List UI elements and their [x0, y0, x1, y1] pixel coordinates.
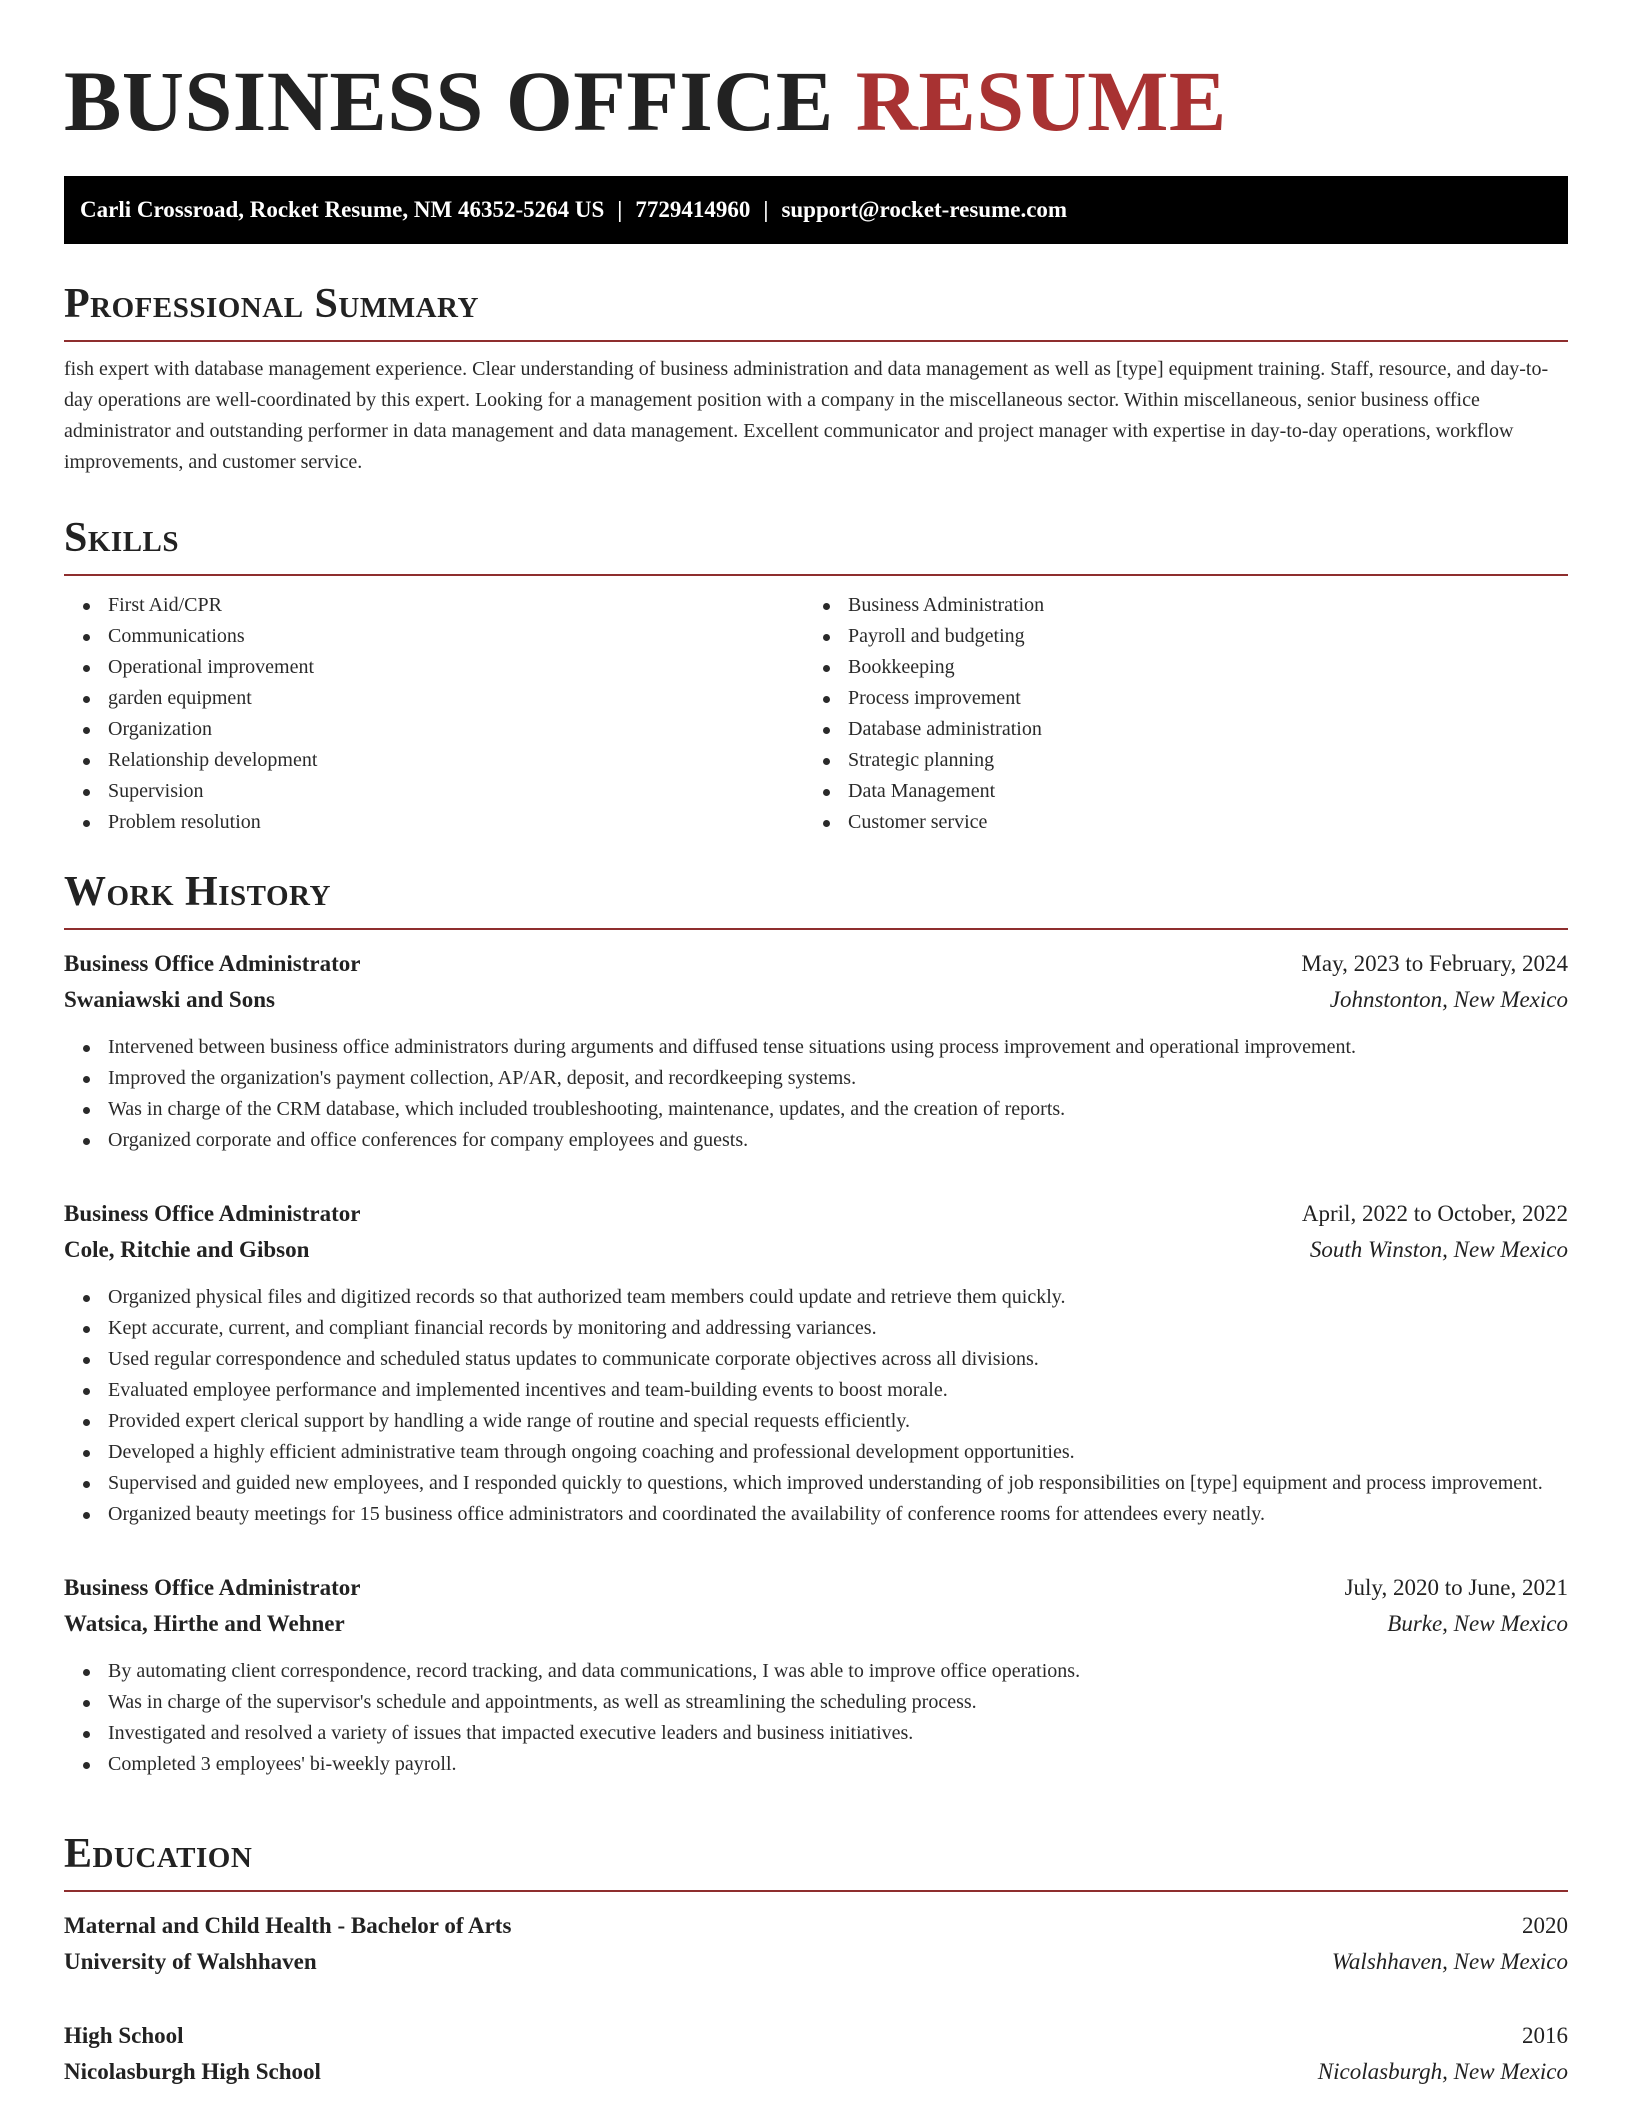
skill-item: Communications [64, 621, 804, 652]
job-bullet: Organized beauty meetings for 15 business office administrators and coordinated the availability of conference rooms for attendees every neatly. [64, 1499, 1568, 1530]
job-employer: Swaniawski and Sons [64, 987, 275, 1012]
education-school: Nicolasburgh High School [64, 2059, 321, 2084]
education-school-row [64, 1944, 1568, 1980]
job-bullet: Investigated and resolved a variety of issues that impacted executive leaders and business initiatives. [64, 1718, 1568, 1749]
contact-bar [64, 176, 1568, 244]
skill-item: Relationship development [64, 745, 804, 776]
job-location: Burke, New Mexico [1387, 1611, 1568, 1636]
skill-item: Supervision [64, 776, 804, 807]
job-title: Business Office Administrator [64, 1575, 361, 1600]
job-employer: Watsica, Hirthe and Wehner [64, 1611, 345, 1636]
job-header-row [64, 946, 1568, 982]
job-location: Johnstonton, New Mexico [1329, 987, 1568, 1012]
skill-item: Operational improvement [64, 652, 804, 683]
job-bullet: Used regular correspondence and scheduled status updates to communicate corporate objectives across all divisions. [64, 1344, 1568, 1375]
professional-summary-section [64, 278, 1568, 478]
resume-title-accent: RESUME [855, 53, 1227, 149]
job-bullets [64, 1656, 1568, 1780]
work-history-section [64, 866, 1568, 1780]
job-bullet: Supervised and guided new employees, and I responded quickly to questions, which improved understanding of job responsibilities on [type] equipment and process improvement. [64, 1468, 1568, 1499]
skill-item: Bookkeeping [804, 652, 1544, 683]
skill-item: Payroll and budgeting [804, 621, 1544, 652]
education-section [64, 1828, 1568, 2090]
job-bullet: Completed 3 employees' bi-weekly payroll. [64, 1749, 1568, 1780]
section-heading: Work History [64, 866, 1568, 930]
section-heading: Professional Summary [64, 278, 1568, 342]
job-header-row [64, 1196, 1568, 1232]
education-degree: Maternal and Child Health - Bachelor of Arts [64, 1913, 512, 1938]
resume-title [64, 46, 1227, 156]
skill-item: Business Administration [804, 590, 1544, 621]
skill-item: Data Management [804, 776, 1544, 807]
contact-email: support@rocket-resume.com [781, 197, 1068, 222]
skills-column-left [64, 590, 804, 838]
job-location: South Winston, New Mexico [1309, 1237, 1568, 1262]
contact-separator: | [617, 197, 623, 222]
contact-separator: | [763, 197, 769, 222]
job-employer-row [64, 982, 1568, 1018]
job-bullet: Organized corporate and office conferences for company employees and guests. [64, 1125, 1568, 1156]
job-bullet: Kept accurate, current, and compliant financial records by monitoring and addressing variances. [64, 1313, 1568, 1344]
job-bullet: Developed a highly efficient administrative team through ongoing coaching and professional development opportunities. [64, 1437, 1568, 1468]
job-bullet: By automating client correspondence, record tracking, and data communications, I was able to improve office operations. [64, 1656, 1568, 1687]
job-entry [64, 1196, 1568, 1530]
resume-title-main: BUSINESS OFFICE [64, 53, 834, 149]
job-title: Business Office Administrator [64, 951, 361, 976]
skills-column-right [804, 590, 1544, 838]
job-bullet: Improved the organization's payment collection, AP/AR, deposit, and recordkeeping systems. [64, 1063, 1568, 1094]
education-header-row [64, 1908, 1568, 1944]
education-year: 2020 [1522, 1913, 1568, 1938]
job-entry [64, 1570, 1568, 1780]
job-bullet: Organized physical files and digitized records so that authorized team members could update and retrieve them quickly. [64, 1282, 1568, 1313]
skill-item: Organization [64, 714, 804, 745]
skill-item: Strategic planning [804, 745, 1544, 776]
job-dates: May, 2023 to February, 2024 [1301, 951, 1568, 976]
job-bullets [64, 1032, 1568, 1156]
education-school-row [64, 2054, 1568, 2090]
skills-section [64, 512, 1568, 838]
job-bullet: Was in charge of the supervisor's schedule and appointments, as well as streamlining the scheduling process. [64, 1687, 1568, 1718]
education-location: Walshhaven, New Mexico [1331, 1949, 1568, 1974]
job-bullet: Evaluated employee performance and implemented incentives and team-building events to boost morale. [64, 1375, 1568, 1406]
job-dates: April, 2022 to October, 2022 [1301, 1201, 1568, 1226]
education-location: Nicolasburgh, New Mexico [1317, 2059, 1568, 2084]
job-employer: Cole, Ritchie and Gibson [64, 1237, 310, 1262]
job-header-row [64, 1570, 1568, 1606]
contact-phone: 7729414960 [635, 197, 751, 222]
education-header-row [64, 2018, 1568, 2054]
job-employer-row [64, 1606, 1568, 1642]
education-degree: High School [64, 2023, 184, 2048]
education-entry [64, 2018, 1568, 2090]
contact-address: Carli Crossroad, Rocket Resume, NM 46352-5264 US [80, 197, 605, 222]
job-bullets [64, 1282, 1568, 1530]
job-bullet: Intervened between business office administrators during arguments and diffused tense situations using process improvement and operational improvement. [64, 1032, 1568, 1063]
section-heading: Skills [64, 512, 1568, 576]
skill-item: Process improvement [804, 683, 1544, 714]
job-title: Business Office Administrator [64, 1201, 361, 1226]
skill-item: garden equipment [64, 683, 804, 714]
skill-item: Problem resolution [64, 807, 804, 838]
job-dates: July, 2020 to June, 2021 [1344, 1575, 1568, 1600]
education-school: University of Walshhaven [64, 1949, 317, 1974]
job-employer-row [64, 1232, 1568, 1268]
skills-grid [64, 590, 1568, 838]
skill-item: First Aid/CPR [64, 590, 804, 621]
skill-item: Database administration [804, 714, 1544, 745]
summary-text: fish expert with database management experience. Clear understanding of business administration and data management as well as [type] equipment training. Staff, resource, and day-to-day operations are well-coordinated by this expert. Looking for a management position with a company in the miscellaneous sector. Within miscellaneous, senior business office administrator and outstanding performer in data management and data management. Excellent communicator and project manager with expertise in day-to-day operations, workflow improvements, and customer service. [64, 358, 1549, 473]
education-entry [64, 1908, 1568, 1980]
job-bullet: Provided expert clerical support by handling a wide range of routine and special requests efficiently. [64, 1406, 1568, 1437]
education-year: 2016 [1522, 2023, 1568, 2048]
skill-item: Customer service [804, 807, 1544, 838]
section-heading: Education [64, 1828, 1568, 1892]
job-bullet: Was in charge of the CRM database, which included troubleshooting, maintenance, updates, and the creation of reports. [64, 1094, 1568, 1125]
job-entry [64, 946, 1568, 1156]
